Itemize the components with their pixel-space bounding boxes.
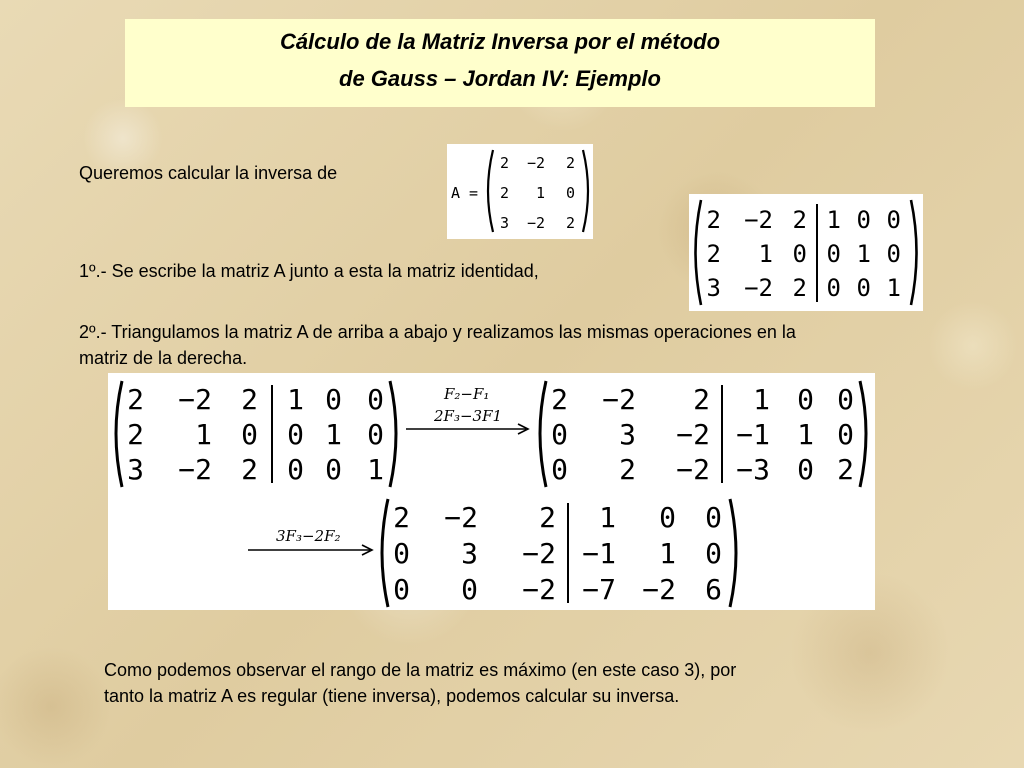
matrix-cell: 0 [705,537,722,570]
matrix-cell: −2 [602,383,636,416]
matrix-cell: 6 [705,573,722,606]
matrix-cell: 0 [886,240,901,268]
matrix-a-image [447,144,593,239]
matrix-cell: 1 [535,184,545,202]
matrix-cell: 2 [127,383,144,416]
matrix-cell: −2 [178,383,212,416]
matrix-cell: 0 [565,184,575,202]
matrix-cell: 2 [706,240,721,268]
matrix-cell: 0 [826,274,841,302]
operation-label: 2F₃−3F1 [434,407,503,425]
step-2-description: - Triangulamos la matriz A de arriba a abajo y realizamos las mismas operaciones en la [100,322,796,342]
matrix-cell: 3 [706,274,721,302]
matrix-cell: 2 [792,274,807,302]
matrix-cell: 1 [753,383,770,416]
conclusion-line-1: Como podemos observar el rango de la matriz es máximo (en este caso 3), por [104,660,737,680]
matrix-cell: 3 [461,537,478,570]
matrix-cell: 0 [837,383,854,416]
left-bracket [116,381,122,487]
right-bracket [390,381,396,487]
matrix-cell: 0 [325,453,342,486]
step-2-line-1 [79,320,796,344]
right-bracket [583,150,588,232]
augmented-initial-matrix [689,194,923,311]
matrix-cell: 2 [241,453,258,486]
title-box [125,19,875,107]
matrix-a-label: A = [451,184,479,202]
matrix-cell: 2 [837,453,854,486]
matrix-cell: 0 [659,501,676,534]
matrix-cell: −2 [178,453,212,486]
matrix-cell: −2 [522,573,556,606]
slide-title-line-2: de Gauss – Jordan IV: Ejemplo [339,66,661,91]
matrix-cell: 0 [241,418,258,451]
matrix-cell: 2 [499,184,509,202]
gauss-steps-image [108,373,875,610]
matrix-cell: −2 [522,537,556,570]
right-bracket [860,381,866,487]
matrix-cell: 1 [856,240,871,268]
matrix-cell: 0 [856,206,871,234]
matrix-cell: 1 [797,418,814,451]
matrix-cell: 3 [127,453,144,486]
matrix-cell: −2 [444,501,478,534]
step-2-number: 2º. [79,322,101,342]
matrix-cell: 2 [565,154,575,172]
matrix-cell: 2 [551,383,568,416]
gauss-steps [108,373,875,610]
matrix-cell: 1 [826,206,841,234]
matrix-cell: 0 [367,418,384,451]
matrix-cell: −7 [582,573,616,606]
matrix-cell: 0 [856,274,871,302]
matrix-cell: 2 [499,154,509,172]
matrix-cell: 2 [241,383,258,416]
operation-label: F₂−F₁ [444,385,490,403]
matrix-cell: 0 [461,573,478,606]
matrix-cell: 2 [792,206,807,234]
matrix-cell: −2 [744,274,773,302]
matrix-cell: −2 [744,206,773,234]
matrix-cell: 2 [565,214,575,232]
augmented-matrix-initial [116,381,396,487]
matrix-cell: 2 [693,383,710,416]
matrix-cell: 2 [393,501,410,534]
step-2-line-2: matriz de la derecha. [79,348,248,368]
matrix-cell: 0 [797,453,814,486]
matrix-cell: −1 [582,537,616,570]
matrix-cell: 1 [195,418,212,451]
left-bracket [696,200,702,305]
augmented-matrix-step-2 [382,499,736,607]
matrix-cell: 0 [325,383,342,416]
matrix-cell: 1 [599,501,616,534]
matrix-cell: 1 [325,418,342,451]
matrix-cell: −3 [736,453,770,486]
matrix-cell: 1 [287,383,304,416]
step-1-number: 1º. [79,261,101,281]
matrix-cell: 3 [619,418,636,451]
intro-text: Queremos calcular la inversa de [79,163,338,183]
right-bracket [730,499,736,607]
step-1-description: - Se escribe la matriz A junto a esta la matriz identidad, [100,261,539,281]
left-bracket [540,381,546,487]
matrix-cell: 0 [792,240,807,268]
matrix-cell: 0 [393,573,410,606]
matrix-cell: 0 [367,383,384,416]
matrix-cell: 0 [826,240,841,268]
augmented-initial-image [689,194,923,311]
matrix-cell: 1 [886,274,901,302]
left-bracket [488,150,493,232]
matrix-cell: 0 [551,453,568,486]
matrix-cell: 0 [837,418,854,451]
matrix-cell: 0 [551,418,568,451]
matrix-cell: −2 [676,418,710,451]
conclusion-line-2: tanto la matriz A es regular (tiene inversa), podemos calcular su inversa. [104,686,680,706]
matrix-cell: 0 [705,501,722,534]
augmented-matrix-step-1 [540,381,866,487]
step-1-text [79,259,539,283]
matrix-cell: 1 [758,240,773,268]
matrix-cell: 0 [393,537,410,570]
right-bracket [911,200,917,305]
operation-label: 3F₃−2F₂ [276,527,341,545]
matrix-cell: 0 [287,418,304,451]
matrix-cell: −2 [526,154,545,172]
matrix-cell: −2 [676,453,710,486]
left-bracket [382,499,388,607]
matrix-cell: 2 [706,206,721,234]
matrix-cell: −1 [736,418,770,451]
row-operation-arrow-2 [248,527,372,555]
slide-title-line-1: Cálculo de la Matriz Inversa por el método [279,29,721,54]
matrix-cell: 2 [539,501,556,534]
matrix-cell: 2 [619,453,636,486]
matrix-cell: 3 [499,214,509,232]
matrix-a [447,144,593,239]
matrix-cell: 2 [127,418,144,451]
matrix-cell: 0 [287,453,304,486]
matrix-cell: 0 [797,383,814,416]
matrix-cell: 0 [886,206,901,234]
matrix-cell: −2 [642,573,676,606]
matrix-cell: 1 [367,453,384,486]
row-operation-arrow-1 [406,385,528,434]
matrix-cell: −2 [526,214,545,232]
matrix-cell: 1 [659,537,676,570]
